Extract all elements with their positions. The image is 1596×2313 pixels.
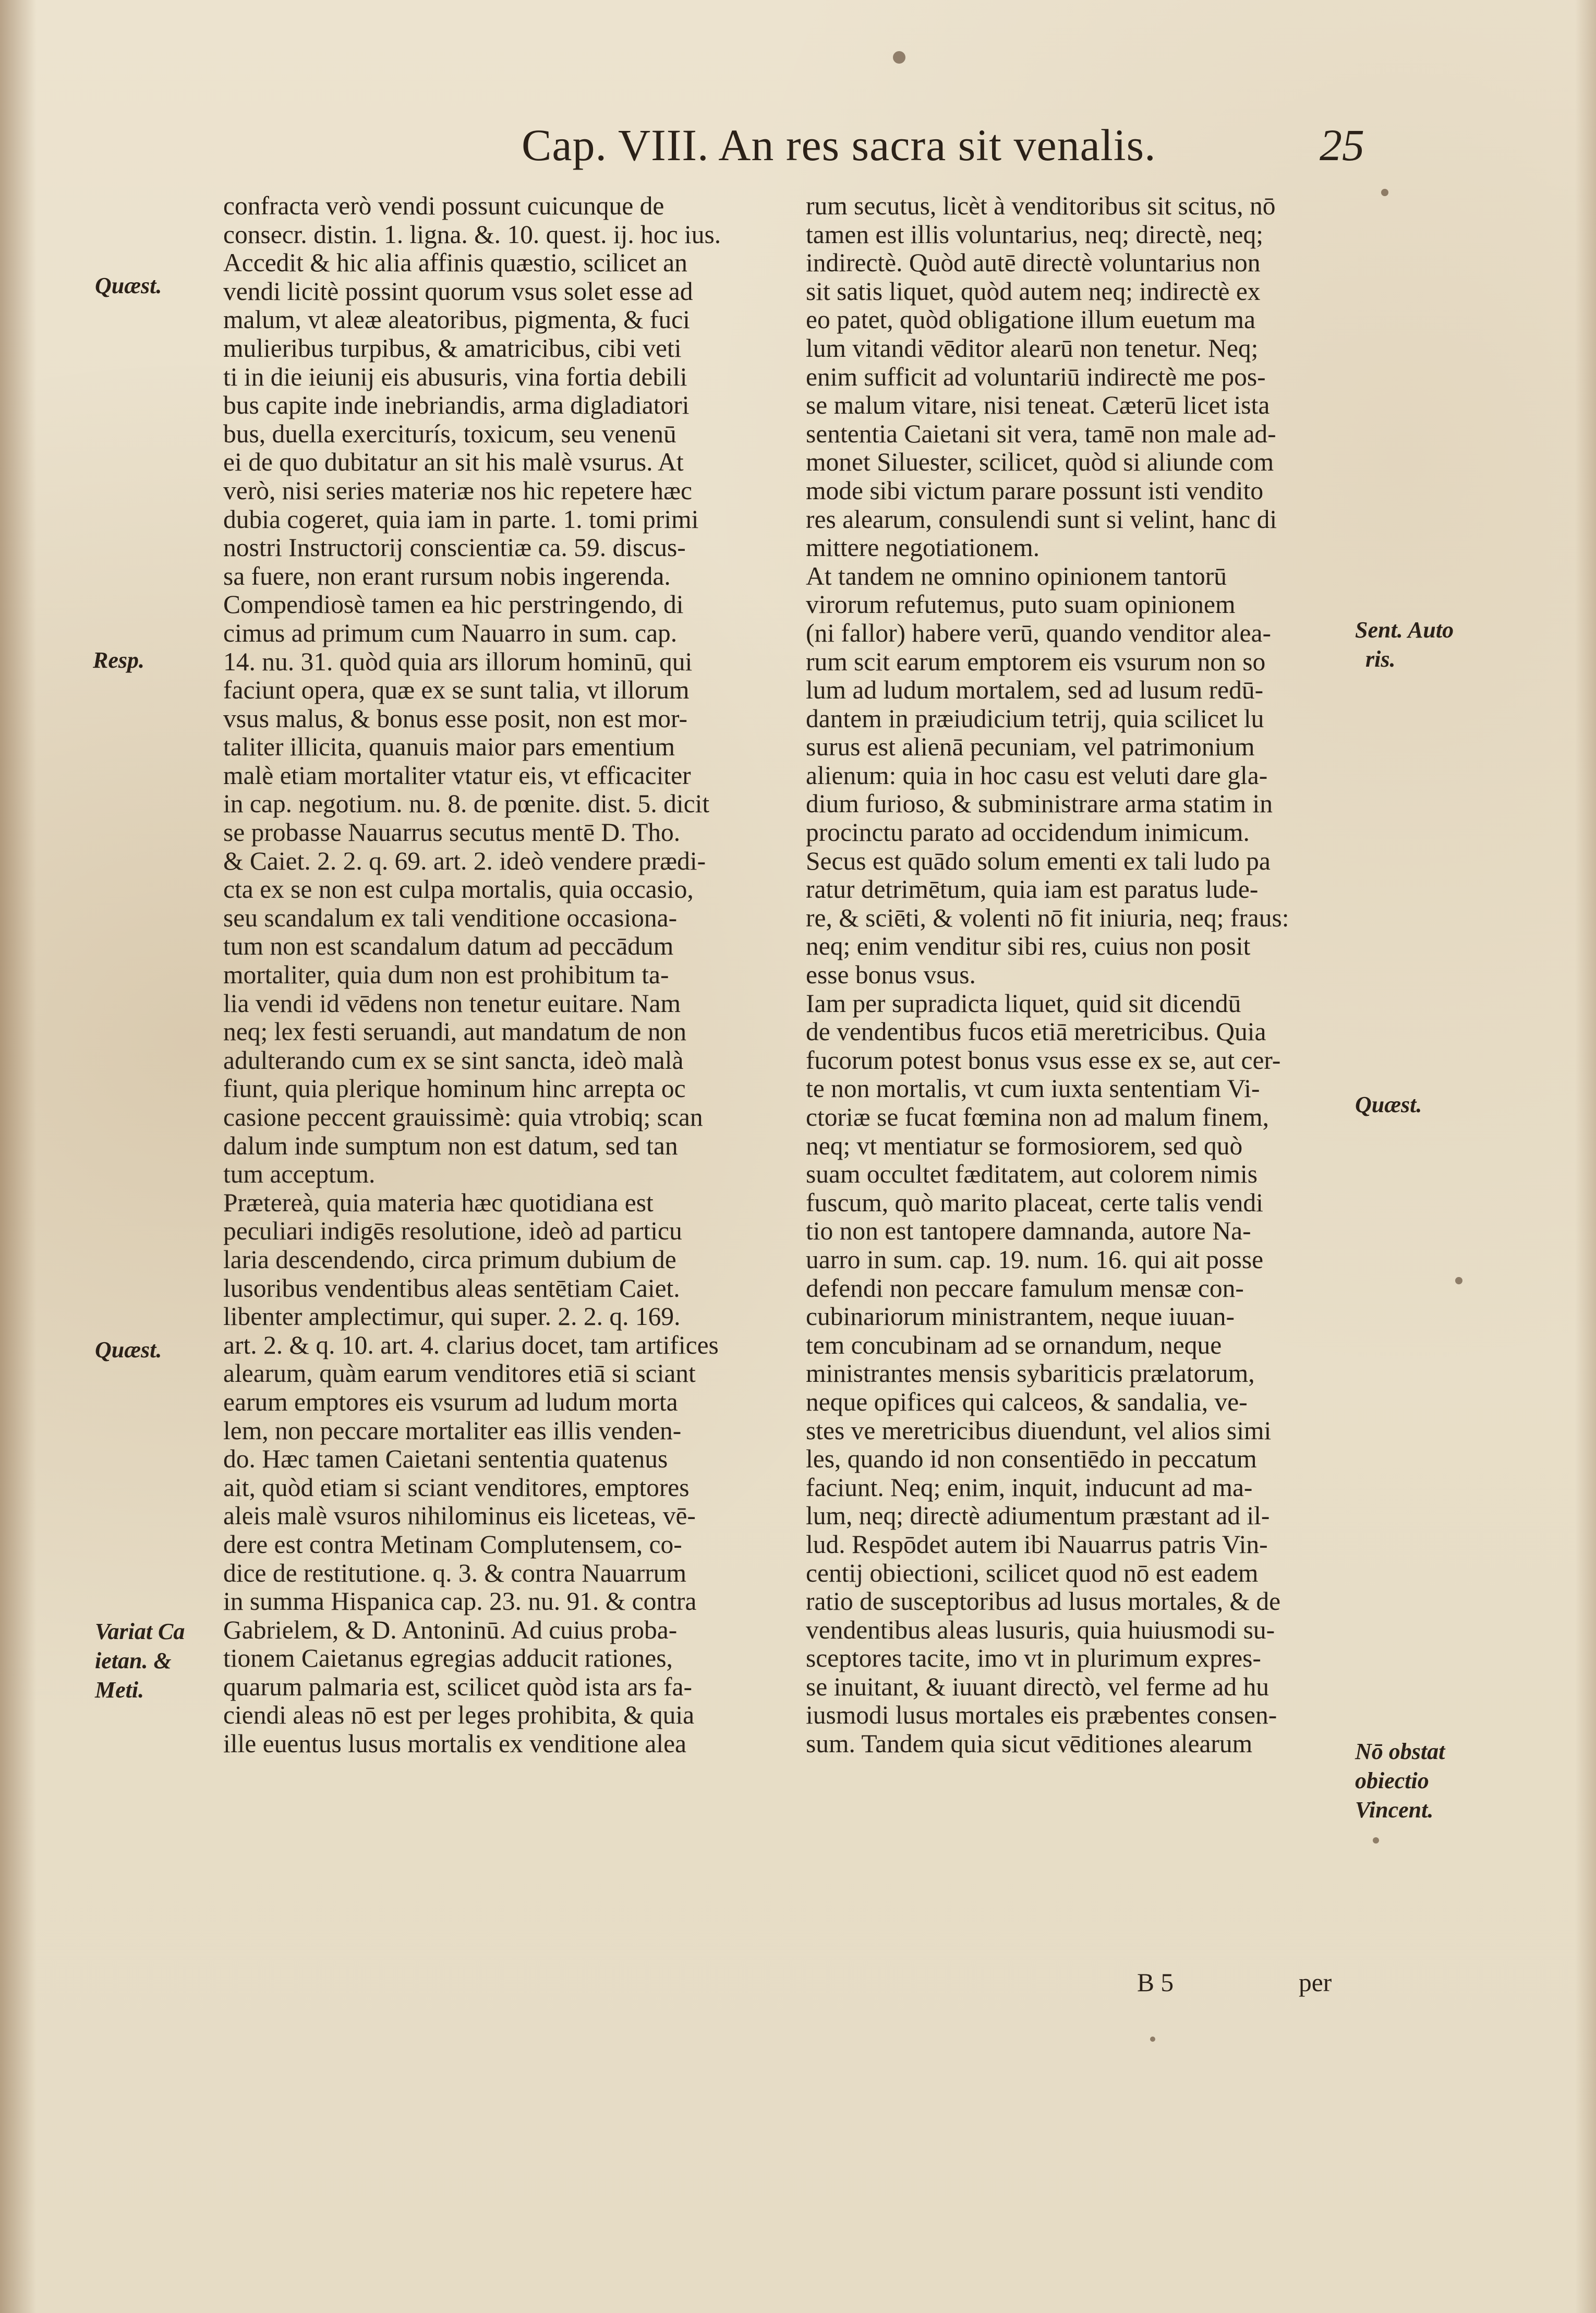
text-line: fucorum potest bonus vsus esse ex se, aut cer-: [806, 1046, 1281, 1075]
margin-note-resp: Resp.: [93, 647, 144, 673]
text-line: casione peccent grauissimè: quia vtrobiq; scan: [223, 1103, 703, 1131]
text-line: ciendi aleas nō est per leges prohibita, & quia: [223, 1701, 695, 1730]
text-line: de vendentibus fucos etiā meretricibus. Quia: [806, 1018, 1266, 1046]
text-line: procinctu parato ad occidendum inimicum.: [806, 818, 1250, 847]
text-line: tionem Caietanus egregias adducit rationes,: [223, 1644, 673, 1673]
text-line: cimus ad primum cum Nauarro in sum. cap.: [223, 619, 678, 647]
text-line: vendentibus aleas lusuris, quia huiusmodi su-: [806, 1616, 1275, 1644]
text-line: seu scandalum ex tali venditione occasiona-: [223, 903, 678, 932]
text-line: fiunt, quia plerique hominum hinc arrepta oc: [223, 1075, 686, 1103]
signature-mark: B 5: [1137, 1968, 1174, 1997]
ink-spot: [1381, 189, 1388, 196]
text-line: se malum vitare, nisi teneat. Cæterū licet ista: [806, 391, 1270, 420]
text-line: neq; enim venditur sibi res, cuius non posit: [806, 932, 1251, 961]
text-line: dubia cogeret, quia iam in parte. 1. tomi primi: [223, 505, 699, 534]
page-edge-shadow-left: [0, 0, 37, 2313]
text-line: eo patet, quòd obligatione illum euetum ma: [806, 306, 1255, 334]
text-line: enim sufficit ad voluntariū indirectè me pos-: [806, 363, 1266, 391]
text-line: fuscum, quò marito placeat, certe talis vendi: [806, 1188, 1263, 1217]
page-edge-shadow-right: [1575, 0, 1596, 2313]
text-line: les, quando id non consentiēdo in peccatum: [806, 1445, 1257, 1474]
text-line: ait, quòd etiam si sciant venditores, emptores: [223, 1473, 690, 1502]
text-line: do. Hæc tamen Caietani sententia quatenus: [223, 1445, 668, 1474]
text-line: confracta verò vendi possunt cuicunque de: [223, 192, 664, 220]
text-line: ratur detrimētum, quia iam est paratus lude-: [806, 875, 1259, 904]
text-line: stes ve meretricibus diuendunt, vel alios simi: [806, 1416, 1272, 1445]
text-line: esse bonus vsus.: [806, 961, 976, 990]
text-line: bus, duella exerciturís, toxicum, seu venenū: [223, 419, 676, 448]
margin-note-line: Sent. Auto: [1355, 617, 1454, 643]
text-line: iusmodi lusus mortales eis præbentes consen-: [806, 1701, 1277, 1730]
text-line: sententia Caietani sit vera, tamē non male ad-: [806, 419, 1276, 448]
text-line: faciunt opera, quæ ex se sunt talia, vt illorum: [223, 676, 690, 705]
text-line: dalum inde sumptum non est datum, sed tan: [223, 1131, 678, 1160]
ink-spot: [1455, 1277, 1462, 1284]
ink-spot: [1150, 2037, 1155, 2042]
text-line: lum, neq; directè adiumentum præstant ad il-: [806, 1502, 1270, 1531]
text-line: tum non est scandalum datum ad peccādum: [223, 932, 674, 961]
text-line: earum emptores eis vsurum ad ludum morta: [223, 1388, 678, 1416]
text-line: se probasse Nauarrus secutus mentē D. Tho.: [223, 818, 681, 847]
text-line: tum acceptum.: [223, 1160, 376, 1189]
text-line: uarro in sum. cap. 19. num. 16. qui ait posse: [806, 1245, 1264, 1274]
text-line: alienum: quia in hoc casu est veluti dare gla-: [806, 761, 1268, 790]
text-line: tio non est tantopere damnanda, autore Na-: [806, 1217, 1251, 1246]
margin-note-line: ietan. &: [95, 1648, 172, 1673]
text-line: lum vitandi vēditor alearū non tenetur. Neq;: [806, 334, 1259, 363]
text-line: mode sibi victum parare possunt isti vendito: [806, 476, 1264, 505]
margin-note-line: Variat Ca: [95, 1619, 185, 1644]
text-line: (ni fallor) habere verū, quando venditor alea-: [806, 619, 1271, 647]
margin-note-no-obstat: [1355, 1737, 1445, 1825]
text-line: ministrantes mensis sybariticis prælatorum,: [806, 1359, 1255, 1388]
text-line: surus est alienā pecuniam, vel patrimonium: [806, 733, 1255, 762]
text-line: rum secutus, licèt à venditoribus sit scitus, nō: [806, 192, 1276, 220]
text-line: suam occultet fæditatem, aut colorem nimis: [806, 1160, 1258, 1189]
text-line: Accedit & hic alia affinis quæstio, scilicet an: [223, 249, 687, 278]
text-line: tem concubinam ad se ornandum, neque: [806, 1331, 1222, 1359]
text-line: Secus est quādo solum ementi ex tali ludo pa: [806, 847, 1271, 875]
text-line: in cap. negotium. nu. 8. de pœnite. dist. 5. dicit: [223, 790, 710, 818]
text-line: malum, vt aleæ aleatoribus, pigmenta, & fuci: [223, 306, 690, 334]
margin-note-variat: [95, 1617, 185, 1705]
text-line: ille euentus lusus mortalis ex venditione alea: [223, 1730, 687, 1758]
text-line: neq; lex festi seruandi, aut mandatum de non: [223, 1018, 687, 1046]
text-line: At tandem ne omnino opinionem tantorū: [806, 562, 1227, 591]
text-line: lum ad ludum mortalem, sed ad lusum redū-: [806, 676, 1264, 705]
text-column-right: [806, 192, 1348, 1758]
text-line: lud. Respōdet autem ibi Nauarrus patris Vin-: [806, 1530, 1268, 1559]
text-line: sum. Tandem quia sicut vēditiones alearum: [806, 1730, 1253, 1758]
running-header: Cap. VIII. An res sacra sit venalis.: [522, 120, 1156, 170]
catchword: per: [1299, 1968, 1332, 1997]
ink-spot: [893, 51, 905, 64]
text-line: indirectè. Quòd autē directè voluntarius non: [806, 249, 1261, 278]
text-line: virorum refutemus, puto suam opinionem: [806, 591, 1236, 619]
text-line: peculiari indigēs resolutione, ideò ad particu: [223, 1217, 682, 1246]
text-line: ti in die ieiunij eis abusuris, vina fortia debili: [223, 363, 687, 391]
text-line: mortaliter, quia dum non est prohibitum ta-: [223, 961, 669, 990]
text-line: art. 2. & q. 10. art. 4. clarius docet, tam artifices: [223, 1331, 719, 1359]
text-line: defendi non peccare famulum mensæ con-: [806, 1274, 1244, 1303]
text-line: vsus malus, & bonus esse posit, non est mor-: [223, 704, 687, 733]
text-line: lem, non peccare mortaliter eas illis venden-: [223, 1416, 682, 1445]
text-line: se inuitant, & iuuant directò, vel ferme ad hu: [806, 1672, 1269, 1701]
text-line: cubinariorum ministrantem, neque iuuan-: [806, 1303, 1235, 1331]
text-line: lusoribus vendentibus aleas sentētiam Caiet.: [223, 1274, 680, 1303]
text-line: sit satis liquet, quòd autem neq; indirectè ex: [806, 277, 1261, 306]
margin-note-line: Meti.: [95, 1677, 144, 1703]
text-line: dere est contra Metinam Complutensem, co-: [223, 1530, 682, 1559]
text-line: cta ex se non est culpa mortalis, quia occasio,: [223, 875, 694, 904]
text-line: neque opifices qui calceos, & sandalia, ve-: [806, 1388, 1248, 1416]
text-column-left: [223, 192, 766, 1758]
text-line: ei de quo dubitatur an sit his malè vsurus. At: [223, 448, 684, 477]
text-line: in summa Hispanica cap. 23. nu. 91. & contra: [223, 1587, 697, 1616]
text-line: lia vendi id vēdens non tenetur euitare. Nam: [223, 989, 681, 1018]
margin-note-sent-auto: [1355, 616, 1454, 674]
margin-note-line: Vincent.: [1355, 1797, 1434, 1823]
text-line: Gabrielem, & D. Antoninū. Ad cuius proba-: [223, 1616, 678, 1644]
text-line: ctoriæ se fucat fœmina non ad malum finem,: [806, 1103, 1269, 1131]
text-line: taliter illicita, quanuis maior pars ementium: [223, 733, 675, 762]
text-line: tamen est illis voluntarius, neq; directè, neq;: [806, 220, 1264, 249]
ink-spot: [1373, 1837, 1379, 1844]
text-line: 14. nu. 31. quòd quia ars illorum hominū, qui: [223, 647, 693, 676]
text-line: quarum palmaria est, scilicet quòd ista ars fa-: [223, 1672, 692, 1701]
text-line: Prætereà, quia materia hæc quotidiana est: [223, 1188, 654, 1217]
text-line: laria descendendo, circa primum dubium de: [223, 1245, 676, 1274]
margin-note-line: Nō obstat: [1355, 1739, 1445, 1764]
text-line: alearum, quàm earum venditores etiā si sciant: [223, 1359, 696, 1388]
text-line: bus capite inde inebriandis, arma digladiatori: [223, 391, 690, 420]
text-line: Iam per supradicta liquet, quid sit dicendū: [806, 989, 1241, 1018]
text-line: ratio de susceptoribus ad lusus mortales, & de: [806, 1587, 1281, 1616]
text-line: vendi licitè possint quorum vsus solet esse ad: [223, 277, 693, 306]
text-line: rum scit earum emptorem eis vsurum non so: [806, 647, 1266, 676]
text-line: mittere negotiationem.: [806, 534, 1040, 562]
margin-note-quaest: Quæst.: [95, 1337, 162, 1363]
text-line: dium furioso, & subministrare arma statim in: [806, 790, 1273, 818]
text-line: consecr. distin. 1. ligna. &. 10. quest. ij. hoc ius.: [223, 220, 721, 249]
text-line: verò, nisi series materiæ nos hic repetere hæc: [223, 476, 692, 505]
text-line: Compendiosè tamen ea hic perstringendo, di: [223, 591, 684, 619]
text-line: libenter amplectimur, qui super. 2. 2. q. 169.: [223, 1303, 681, 1331]
text-line: te non mortalis, vt cum iuxta sententiam Vi-: [806, 1075, 1260, 1103]
text-line: adulterando cum ex se sint sancta, ideò malà: [223, 1046, 684, 1075]
text-line: faciunt. Neq; enim, inquit, inducunt ad ma-: [806, 1473, 1253, 1502]
text-line: malè etiam mortaliter vtatur eis, vt efficaciter: [223, 761, 691, 790]
text-line: sceptores tacite, imo vt in plurimum expres-: [806, 1644, 1261, 1673]
text-line: dice de restitutione. q. 3. & contra Nauarrum: [223, 1559, 686, 1587]
margin-note-quaest: Quæst.: [95, 273, 162, 298]
margin-note-line: obiectio: [1355, 1768, 1429, 1793]
text-line: sa fuere, non erant rursum nobis ingerenda.: [223, 562, 671, 591]
text-line: mulieribus turpibus, & amatricibus, cibi veti: [223, 334, 682, 363]
text-line: dantem in præiudicium tetrij, quia scilicet lu: [806, 704, 1264, 733]
text-line: aleis malè vsuros nihilominus eis liceteas, vē-: [223, 1502, 696, 1531]
text-line: re, & sciēti, & volenti nō fit iniuria, neq; fraus:: [806, 903, 1289, 932]
text-line: monet Siluester, scilicet, quòd si aliunde com: [806, 448, 1274, 477]
page-number: 25: [1320, 120, 1364, 170]
margin-note-line: ris.: [1365, 646, 1396, 672]
margin-note-quaest: Quæst.: [1355, 1092, 1422, 1117]
text-line: & Caiet. 2. 2. q. 69. art. 2. ideò vendere prædi-: [223, 847, 706, 875]
text-line: centij obiectioni, scilicet quod nō est eadem: [806, 1559, 1259, 1587]
text-line: neq; vt mentiatur se formosiorem, sed quò: [806, 1131, 1243, 1160]
text-line: res alearum, consulendi sunt si velint, hanc di: [806, 505, 1277, 534]
text-line: nostri Instructorij conscientiæ ca. 59. discus-: [223, 534, 686, 562]
